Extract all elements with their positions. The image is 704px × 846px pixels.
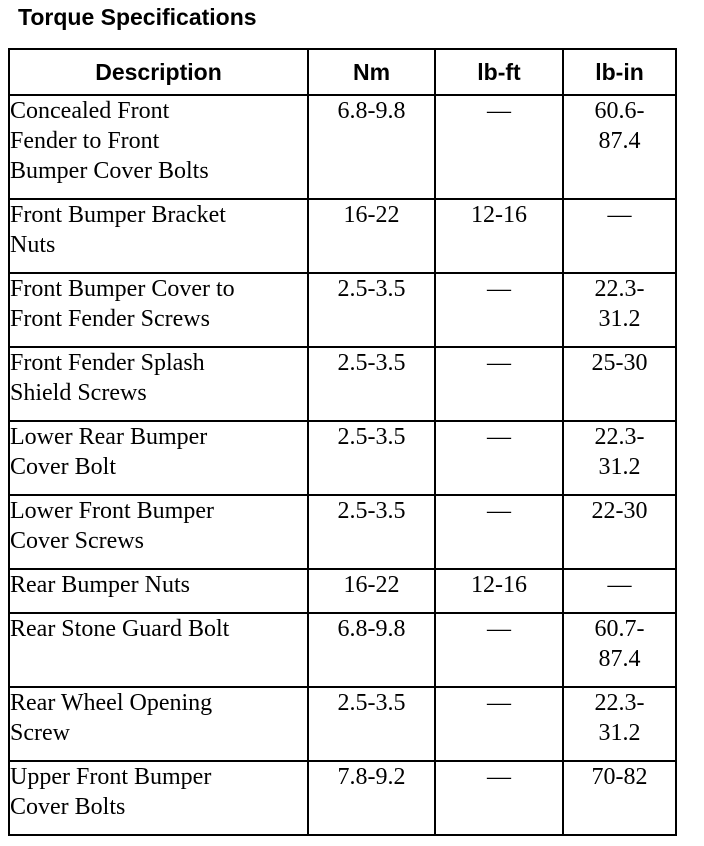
cell-description bbox=[9, 495, 308, 569]
cell-lb-in bbox=[563, 273, 676, 347]
cell-description bbox=[9, 199, 308, 273]
cell-lb-in bbox=[563, 199, 676, 273]
header-lb-ft: lb-ft bbox=[435, 49, 563, 95]
table-row bbox=[9, 199, 676, 273]
cell-nm: 2.5-3.5 bbox=[308, 347, 435, 421]
cell-lb-ft: 12-16 bbox=[435, 569, 563, 613]
lb-in-line: 87.4 bbox=[598, 646, 641, 672]
description-line: Front Fender Screws bbox=[10, 306, 210, 332]
cell-lb-ft: — bbox=[435, 613, 563, 687]
description-line: Rear Stone Guard Bolt bbox=[10, 616, 230, 642]
cell-nm: 6.8-9.8 bbox=[308, 95, 435, 199]
table-row bbox=[9, 613, 676, 687]
lb-in-line: 22.3- bbox=[594, 276, 645, 302]
table-row bbox=[9, 421, 676, 495]
cell-lb-in bbox=[563, 495, 676, 569]
cell-description bbox=[9, 569, 308, 613]
table-row bbox=[9, 761, 676, 835]
torque-specifications-table bbox=[8, 48, 677, 836]
table-row bbox=[9, 273, 676, 347]
cell-lb-ft: — bbox=[435, 95, 563, 199]
lb-in-line: 22.3- bbox=[594, 690, 645, 716]
description-line: Cover Bolt bbox=[10, 454, 116, 480]
description-line: Bumper Cover Bolts bbox=[10, 158, 209, 184]
cell-nm: 2.5-3.5 bbox=[308, 687, 435, 761]
cell-nm: 6.8-9.8 bbox=[308, 613, 435, 687]
description-line: Front Fender Splash bbox=[10, 350, 205, 376]
table-header-row bbox=[9, 49, 676, 95]
cell-lb-ft: — bbox=[435, 347, 563, 421]
header-lb-in: lb-in bbox=[563, 49, 676, 95]
cell-nm: 2.5-3.5 bbox=[308, 273, 435, 347]
cell-nm: 16-22 bbox=[308, 199, 435, 273]
table-row bbox=[9, 495, 676, 569]
cell-lb-in bbox=[563, 421, 676, 495]
lb-in-line: — bbox=[607, 202, 632, 228]
cell-lb-in bbox=[563, 347, 676, 421]
lb-in-line: 60.7- bbox=[594, 616, 645, 642]
description-line: Nuts bbox=[10, 232, 56, 258]
cell-lb-in bbox=[563, 761, 676, 835]
cell-nm: 7.8-9.2 bbox=[308, 761, 435, 835]
description-line: Rear Wheel Opening bbox=[10, 690, 213, 716]
cell-lb-ft: — bbox=[435, 495, 563, 569]
cell-lb-in bbox=[563, 95, 676, 199]
description-line: Cover Screws bbox=[10, 528, 144, 554]
table-row bbox=[9, 687, 676, 761]
cell-lb-ft: — bbox=[435, 761, 563, 835]
lb-in-line: — bbox=[607, 572, 632, 598]
table-row bbox=[9, 95, 676, 199]
cell-description bbox=[9, 687, 308, 761]
cell-description bbox=[9, 95, 308, 199]
description-line: Fender to Front bbox=[10, 128, 160, 154]
lb-in-line: 87.4 bbox=[598, 128, 641, 154]
cell-lb-in bbox=[563, 613, 676, 687]
description-line: Rear Bumper Nuts bbox=[10, 572, 190, 598]
header-nm: Nm bbox=[308, 49, 435, 95]
cell-nm: 2.5-3.5 bbox=[308, 495, 435, 569]
lb-in-line: 31.2 bbox=[598, 454, 641, 480]
cell-description bbox=[9, 421, 308, 495]
lb-in-line: 25-30 bbox=[591, 350, 648, 376]
lb-in-line: 22.3- bbox=[594, 424, 645, 450]
cell-lb-in bbox=[563, 569, 676, 613]
header-description: Description bbox=[9, 49, 308, 95]
lb-in-line: 31.2 bbox=[598, 306, 641, 332]
description-line: Front Bumper Bracket bbox=[10, 202, 226, 228]
cell-description bbox=[9, 761, 308, 835]
description-line: Upper Front Bumper bbox=[10, 764, 212, 790]
cell-lb-ft: 12-16 bbox=[435, 199, 563, 273]
description-line: Screw bbox=[10, 720, 70, 746]
cell-nm: 16-22 bbox=[308, 569, 435, 613]
cell-lb-ft: — bbox=[435, 273, 563, 347]
description-line: Lower Front Bumper bbox=[10, 498, 214, 524]
cell-nm: 2.5-3.5 bbox=[308, 421, 435, 495]
cell-description bbox=[9, 613, 308, 687]
cell-lb-ft: — bbox=[435, 687, 563, 761]
cell-lb-ft: — bbox=[435, 421, 563, 495]
description-line: Cover Bolts bbox=[10, 794, 126, 820]
lb-in-line: 22-30 bbox=[591, 498, 648, 524]
table-body bbox=[9, 95, 676, 835]
page-title: Torque Specifications bbox=[18, 4, 257, 30]
cell-description bbox=[9, 273, 308, 347]
description-line: Shield Screws bbox=[10, 380, 147, 406]
lb-in-line: 31.2 bbox=[598, 720, 641, 746]
description-line: Front Bumper Cover to bbox=[10, 276, 235, 302]
lb-in-line: 60.6- bbox=[594, 98, 645, 124]
description-line: Concealed Front bbox=[10, 98, 170, 124]
lb-in-line: 70-82 bbox=[591, 764, 648, 790]
table-row bbox=[9, 569, 676, 613]
table-row bbox=[9, 347, 676, 421]
description-line: Lower Rear Bumper bbox=[10, 424, 208, 450]
cell-lb-in bbox=[563, 687, 676, 761]
cell-description bbox=[9, 347, 308, 421]
